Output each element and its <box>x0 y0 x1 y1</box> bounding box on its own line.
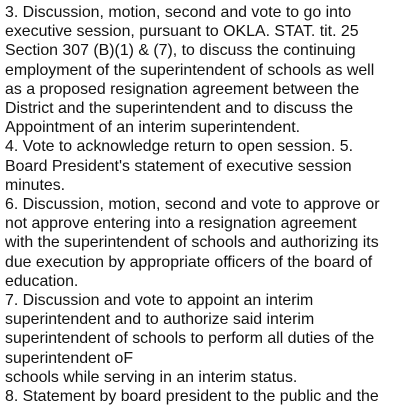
agenda-item-3-line-4: employment of the superintendent of schools as well <box>5 61 375 79</box>
agenda-item-3-line-5: as a proposed resignation agreement between the <box>5 80 360 98</box>
agenda-item-7-line-5: schools while serving in an interim status. <box>5 368 298 386</box>
agenda-item-3-line-2: executive session, pursuant to OKLA. STAT. tit. 25 <box>5 23 359 41</box>
agenda-item-8-line-1: 8. Statement by board president to the public and the <box>5 388 379 406</box>
agenda-item-3-line-7: Appointment of an interim superintendent. <box>5 119 301 137</box>
agenda-item-3-line-1: 3. Discussion, motion, second and vote to go into <box>5 4 352 21</box>
agenda-item-7-line-1: 7. Discussion and vote to appoint an interim <box>5 292 314 310</box>
agenda-item-6-line-5: education. <box>5 272 79 290</box>
agenda-item-7-line-4: superintendent oF <box>5 349 134 367</box>
agenda-item-5-line-2: minutes. <box>5 176 66 194</box>
agenda-item-4-line-1: 4. Vote to acknowledge return to open session. 5. <box>5 138 354 156</box>
agenda-item-6-line-4: due execution by appropriate officers of the board of <box>5 253 373 271</box>
agenda-item-6-line-2: not approve entering into a resignation agreement <box>5 215 357 233</box>
agenda-item-6-line-1: 6. Discussion, motion, second and vote to approve or <box>5 196 380 214</box>
agenda-item-5-line-1: Board President's statement of executive session <box>5 157 352 175</box>
agenda-item-3-line-6: District and the superintendent and to discuss the <box>5 100 354 118</box>
agenda-item-3-line-3: Section 307 (B)(1) & (7), to discuss the continuing <box>5 42 356 60</box>
agenda-item-7-line-2: superintendent and to authorize said interim <box>5 311 315 329</box>
agenda-item-6-line-3: with the superintendent of schools and authorizing its <box>5 234 379 252</box>
agenda-item-7-line-3: superintendent of schools to perform all duties of the <box>5 330 375 348</box>
agenda-document <box>5 3 400 406</box>
